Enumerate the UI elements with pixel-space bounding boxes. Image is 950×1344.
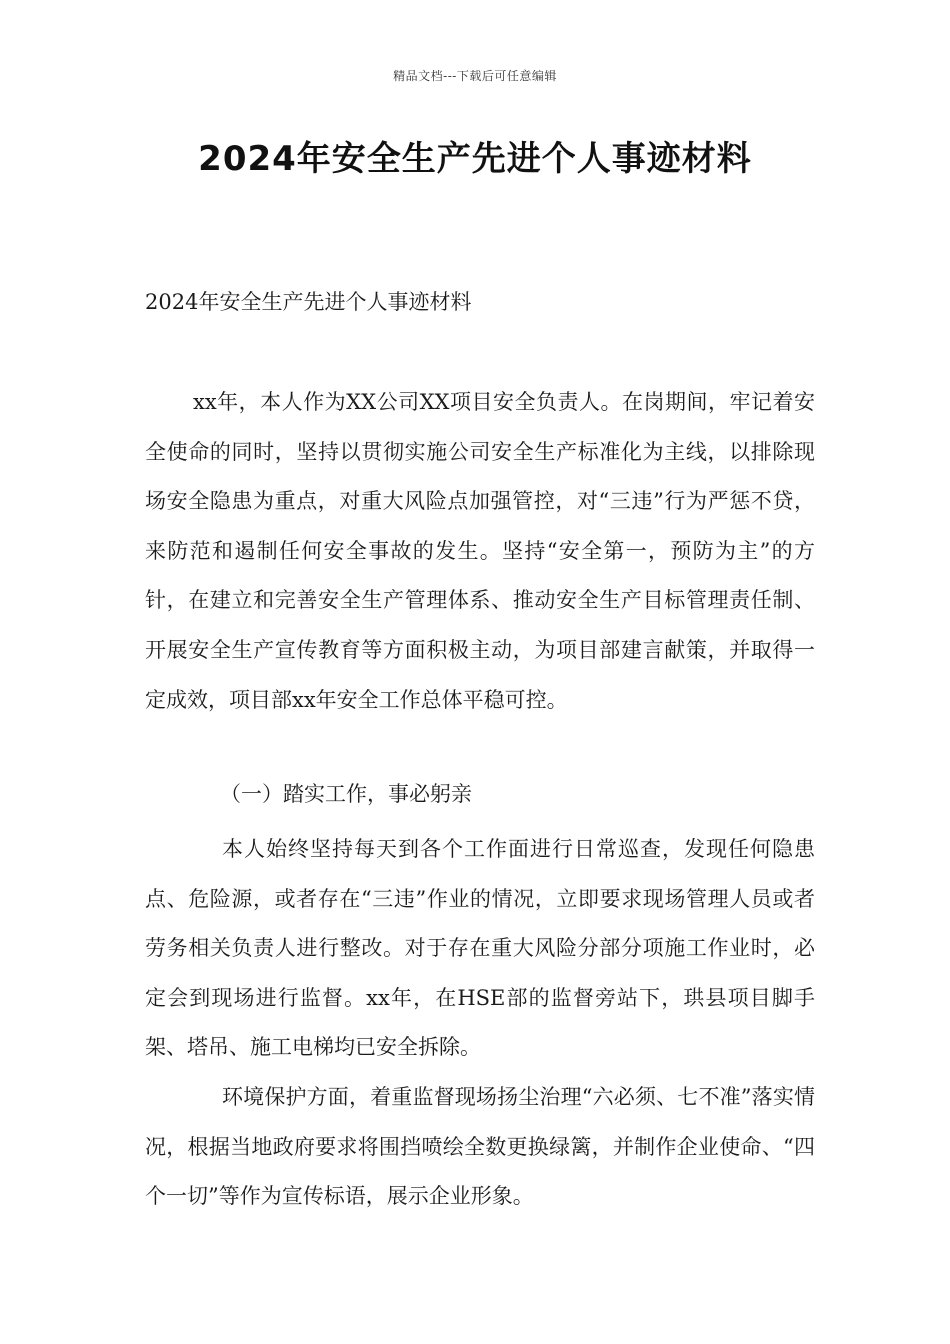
section-paragraph: 本人始终坚持每天到各个工作面进行日常巡查，发现任何隐患点、危险源，或者存在“三违”作业的情况，立即要求现场管理人员或者劳务相关负责人进行整改。对于存在重大风险分部分项施工作业时，必定会到现场进行监督。xx年，在HSE部的监督旁站下，珙县项目脚手架、塔吊、施工电梯均已安全拆除。 — [145, 837, 815, 1060]
intro-paragraph: xx年，本人作为XX公司XX项目安全负责人。在岗期间，牢记着安全使命的同时，坚持以贯彻实施公司安全生产标准化为主线，以排除现场安全隐患为重点，对重大风险点加强管控，对“三违”行为严惩不贷，来防范和遏制任何安全事故的发生。坚持“安全第一，预防为主”的方针，在建立和完善安全生产管理体系、推动安全生产目标管理责任制、开展安全生产宣传教育等方面积极主动，为项目部建言献策，并取得一定成效，项目部xx年安全工作总体平稳可控。 — [145, 390, 815, 712]
document-subtitle: 2024年安全生产先进个人事迹材料 — [145, 290, 472, 314]
section-paragraph: 环境保护方面，着重监督现场扬尘治理“六必须、七不准”落实情况，根据当地政府要求将围挡喷绘全数更换绿篱，并制作企业使命、“四个一切”等作为宣传标语，展示企业形象。 — [145, 1085, 815, 1209]
header-note: 精品文档---下载后可任意编辑 — [393, 69, 557, 83]
document-title: 2024年安全生产先进个人事迹材料 — [198, 139, 752, 179]
section-heading: （一）踏实工作，事必躬亲 — [220, 782, 472, 806]
